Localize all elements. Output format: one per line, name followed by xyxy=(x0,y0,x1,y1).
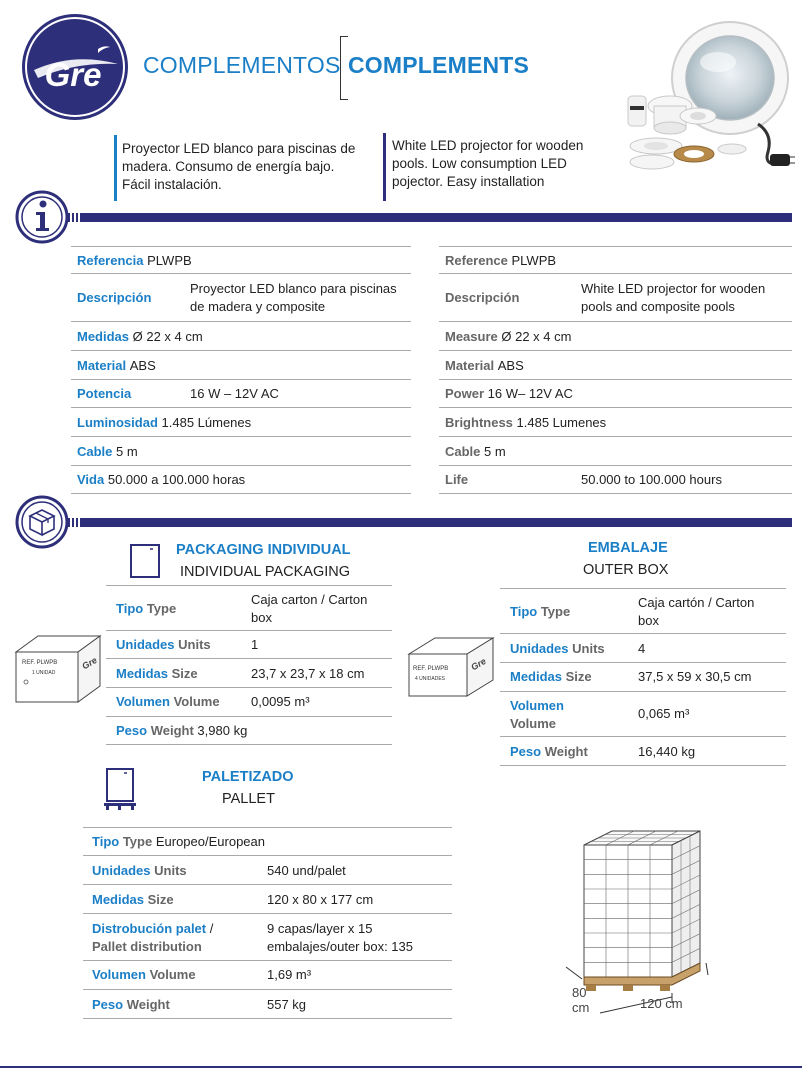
pallet-row-weight: Peso Weight 557 kg xyxy=(83,990,452,1019)
outer-row-weight: Peso Weight 16,440 kg xyxy=(500,737,786,766)
spec-row-cable: Cable 5 m xyxy=(71,437,411,466)
spec-row-cable-en: Cable 5 m xyxy=(439,437,792,466)
spec-row-description-en: Descripción White LED projector for wooden pools and composite pools xyxy=(439,274,792,322)
intro-description-es: Proyector LED blanco para piscinas de madera. Consumo de energía bajo. Fácil instalación. xyxy=(122,141,356,192)
svg-text:REF. PLWPB: REF. PLWPB xyxy=(413,666,449,672)
individual-row-units: Unidades Units 1 xyxy=(106,631,392,659)
pallet-table xyxy=(83,827,452,1020)
individual-title-es: PACKAGING INDIVIDUAL xyxy=(176,542,351,558)
spec-table-es xyxy=(71,246,411,494)
svg-text:Gre: Gre xyxy=(80,654,99,672)
pallet-title-en: PALLET xyxy=(222,791,275,807)
pallet-icon xyxy=(103,767,137,811)
svg-text:80: 80 xyxy=(572,985,587,1000)
svg-text:Gre: Gre xyxy=(469,655,488,673)
section-stripe-fade xyxy=(68,213,80,222)
individual-title-en: INDIVIDUAL PACKAGING xyxy=(180,564,351,580)
spec-row-brightness-en: Brightness 1.485 Lumenes xyxy=(439,408,792,437)
svg-text:4 UNIDADES: 4 UNIDADES xyxy=(415,676,446,682)
spec-row-reference: Referencia PLWPB xyxy=(71,246,411,274)
svg-text:REF. PLWPB: REF. PLWPB xyxy=(22,660,58,666)
section-stripe-fade-2 xyxy=(68,518,80,527)
info-icon xyxy=(15,190,69,244)
product-image xyxy=(608,14,796,204)
individual-row-volume: Volumen Volume 0,0095 m³ xyxy=(106,688,392,717)
spec-row-measure-en: Measure Ø 22 x 4 cm xyxy=(439,322,792,351)
outer-row-volume: Volumen Volume 0,065 m³ xyxy=(500,692,786,737)
svg-text:Gre: Gre xyxy=(44,56,102,93)
spec-row-life-en: Life 50.000 to 100.000 hours xyxy=(439,466,792,494)
individual-row-type: Tipo Type Caja carton / Carton box xyxy=(106,585,392,631)
gre-logo xyxy=(14,12,136,122)
svg-text:cm: cm xyxy=(572,1000,590,1015)
box-icon xyxy=(15,495,69,549)
outer-row-type: Tipo Type Caja cartón / Carton box xyxy=(500,588,786,634)
spec-row-life: Vida 50.000 a 100.000 horas xyxy=(71,466,411,494)
spec-row-material: Material ABS xyxy=(71,351,411,380)
packaging-section-stripe xyxy=(80,518,792,527)
info-section-stripe xyxy=(80,213,792,222)
individual-box-illustration xyxy=(12,632,102,704)
svg-text:1 UNIDAD: 1 UNIDAD xyxy=(32,670,56,676)
title-divider xyxy=(340,36,348,100)
pallet-row-units: Unidades Units 540 und/palet xyxy=(83,856,452,885)
outer-row-size: Medidas Size 37,5 x 59 x 30,5 cm xyxy=(500,663,786,692)
pallet-row-distribution: Distrobución palet / Pallet distribution 9 capas/layer x 15 embalajes/outer box: 135 xyxy=(83,914,452,961)
pallet-row-size: Medidas Size 120 x 80 x 177 cm xyxy=(83,885,452,914)
spec-row-material-en: Material ABS xyxy=(439,351,792,380)
outer-row-units: Unidades Units 4 xyxy=(500,634,786,663)
outer-table xyxy=(500,588,786,768)
spec-row-brightness: Luminosidad 1.485 Lúmenes xyxy=(71,408,411,437)
svg-text:120 cm: 120 cm xyxy=(640,996,683,1011)
spec-row-power: Potencia 16 W – 12V AC xyxy=(71,380,411,408)
spec-row-power-en: Power 16 W– 12V AC xyxy=(439,380,792,408)
outer-title-en: OUTER BOX xyxy=(583,562,669,578)
individual-row-weight: Peso Weight 3,980 kg xyxy=(106,717,392,745)
intro-description-en: White LED projector for wooden pools. Low consumption LED pojector. Easy installation xyxy=(392,138,584,189)
spec-table-en xyxy=(439,246,792,494)
spec-row-measure: Medidas Ø 22 x 4 cm xyxy=(71,322,411,351)
spec-row-reference-en: Reference PLWPB xyxy=(439,246,792,274)
pallet-row-volume: Volumen Volume 1,69 m³ xyxy=(83,961,452,990)
footer-line xyxy=(0,1066,802,1068)
pallet-row-type: Tipo Type Europeo/European xyxy=(83,827,452,856)
individual-table xyxy=(106,585,392,745)
spec-row-description: Descripción Proyector LED blanco para piscinas de madera y composite xyxy=(71,274,411,322)
individual-box-icon xyxy=(129,543,161,579)
page-title-en: COMPLEMENTS xyxy=(348,52,530,78)
outer-box-illustration xyxy=(405,628,495,700)
page-title-es: COMPLEMENTOS xyxy=(143,52,341,78)
outer-title-es: EMBALAJE xyxy=(588,540,668,556)
pallet-title-es: PALETIZADO xyxy=(202,769,294,785)
individual-row-size: Medidas Size 23,7 x 23,7 x 18 cm xyxy=(106,659,392,688)
pallet-illustration xyxy=(560,825,720,1020)
